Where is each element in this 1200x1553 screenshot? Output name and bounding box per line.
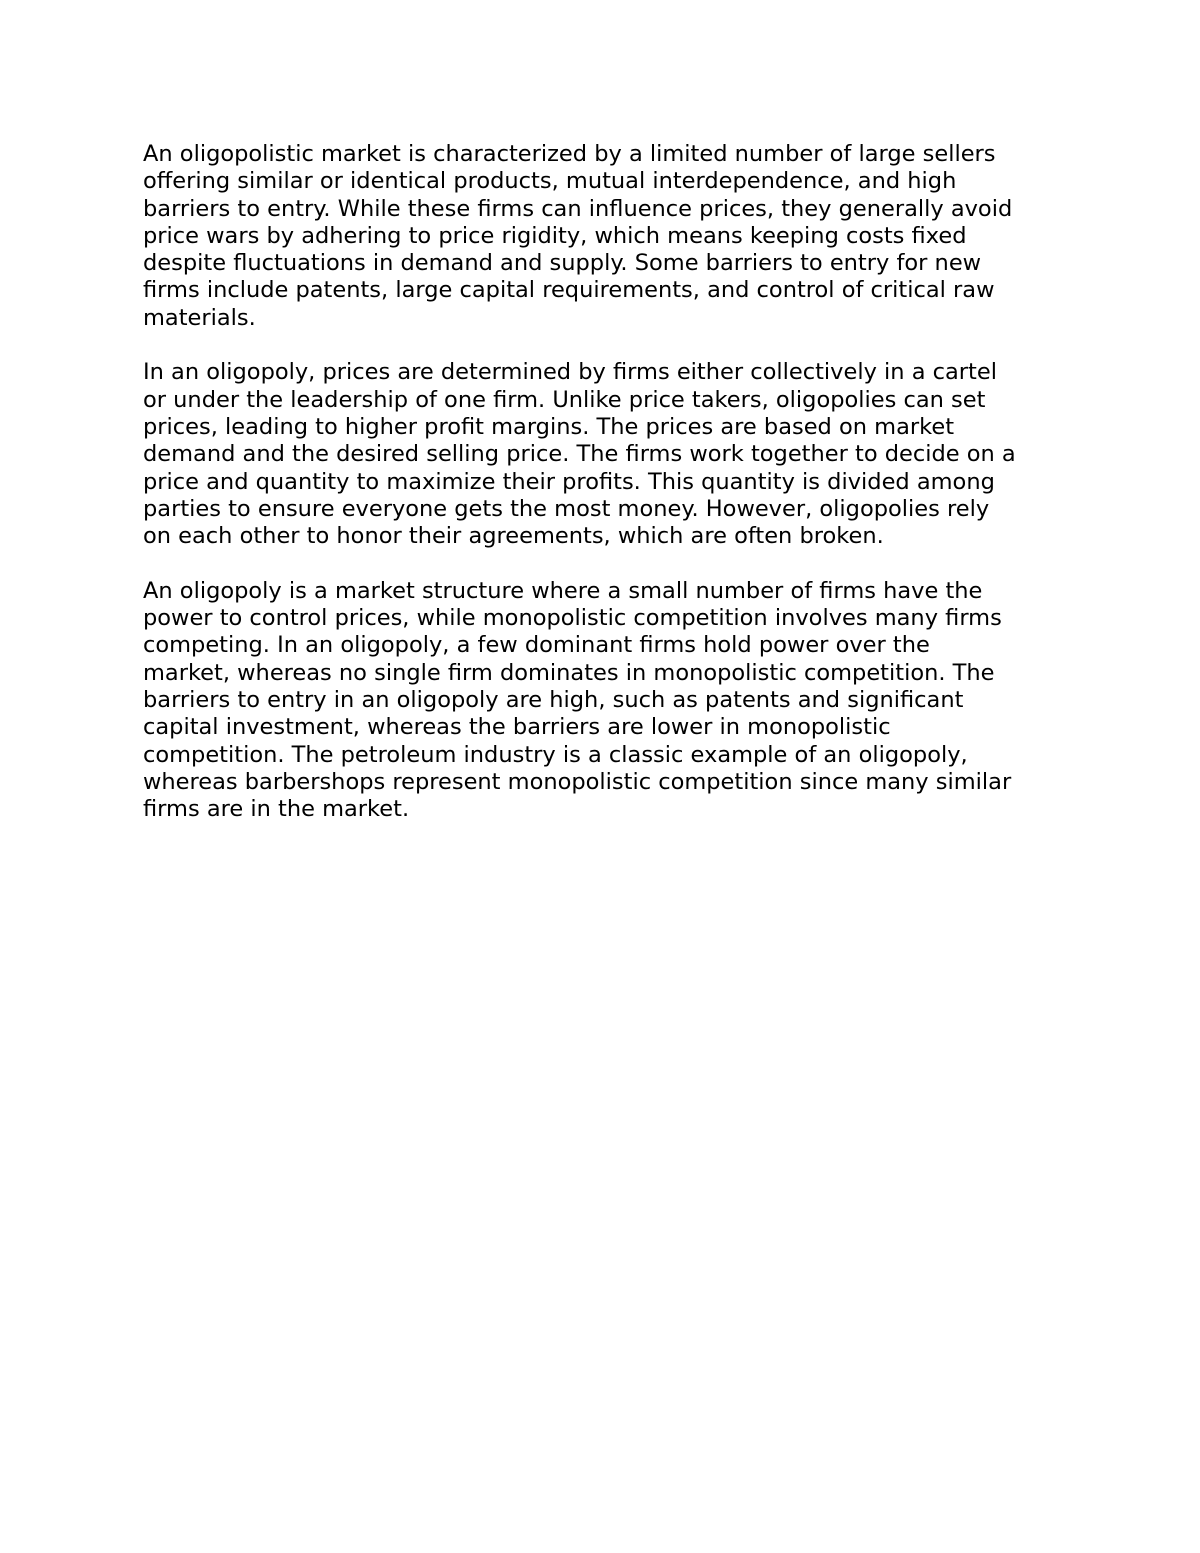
text-line: offering similar or identical products, mutual interdependence, and high (143, 168, 957, 195)
text-line: An oligopoly is a market structure where a small number of firms have the (143, 577, 983, 604)
text-line: competition. The petroleum industry is a classic example of an oligopoly, (143, 741, 968, 768)
text-line: or under the leadership of one firm. Unlike price takers, oligopolies can set (143, 386, 986, 413)
text-line: competing. In an oligopoly, a few dominant firms hold power over the (143, 632, 930, 659)
text-line: power to control prices, while monopolistic competition involves many firms (143, 605, 1002, 632)
text-line: An oligopolistic market is characterized by a limited number of large sellers (143, 141, 996, 167)
text-line: market, whereas no single firm dominates in monopolistic competition. The (143, 659, 995, 686)
text-line: demand and the desired selling price. The firms work together to decide on a (143, 441, 1016, 468)
paragraph-3 (143, 578, 1083, 824)
paragraph-2 (143, 359, 1083, 550)
text-line: barriers to entry. While these firms can influence prices, they generally avoid (143, 195, 1013, 222)
text-line: materials. (143, 304, 256, 331)
paragraph-1 (143, 141, 1083, 332)
text-line: In an oligopoly, prices are determined by firms either collectively in a cartel (143, 359, 997, 386)
text-line: whereas barbershops represent monopolistic competition since many similar (143, 768, 1012, 795)
document-body (143, 141, 1083, 823)
text-line: firms are in the market. (143, 796, 410, 823)
text-line: price wars by adhering to price rigidity, which means keeping costs fixed (143, 222, 967, 249)
text-line: prices, leading to higher profit margins. The prices are based on market (143, 413, 955, 440)
paragraph-spacer (143, 332, 1083, 359)
text-line: barriers to entry in an oligopoly are high, such as patents and significant (143, 686, 964, 713)
text-line: parties to ensure everyone gets the most money. However, oligopolies rely (143, 495, 990, 522)
text-line: firms include patents, large capital requirements, and control of critical raw (143, 277, 995, 304)
paragraph-spacer (143, 550, 1083, 577)
text-line: despite fluctuations in demand and supply. Some barriers to entry for new (143, 250, 982, 277)
text-line: capital investment, whereas the barriers are lower in monopolistic (143, 714, 891, 741)
text-line: on each other to honor their agreements, which are often broken. (143, 523, 884, 550)
text-line: price and quantity to maximize their profits. This quantity is divided among (143, 468, 995, 495)
